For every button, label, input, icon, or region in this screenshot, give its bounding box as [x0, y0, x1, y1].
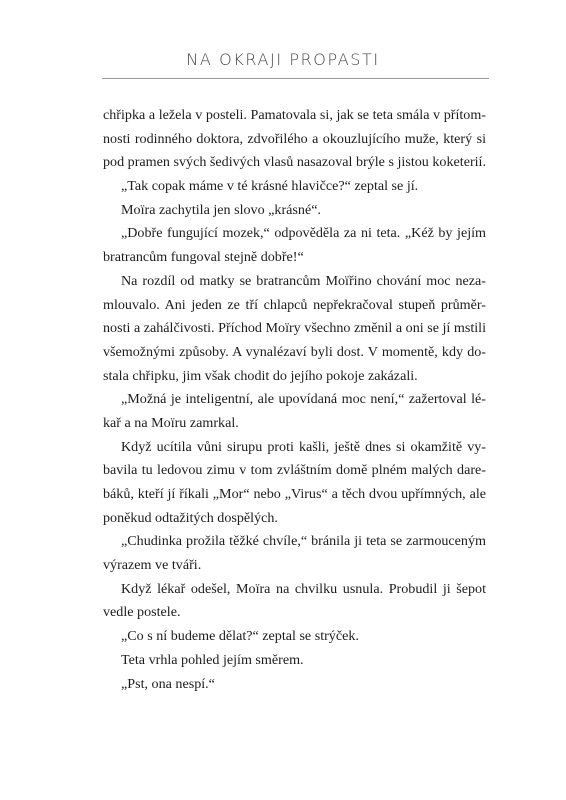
text-line: nosti a zahálčivosti. Příchod Moïry všechno změnil a oni se jí mstili	[103, 320, 486, 337]
text-line: všemožnými způsoby. A vynalézaví byli dost. V momentě, kdy do-	[103, 343, 486, 360]
text-line: bratrancům fungoval stejně dobře!“	[103, 249, 304, 266]
text-line: bavila tu ledovou zimu v tom zvláštním domě plném malých dare-	[103, 462, 486, 479]
text-line: Moïra zachytila jen slovo „krásné“.	[121, 201, 321, 218]
running-head: NA OKRAJI PROPASTI	[186, 50, 380, 69]
text-line: báků, kteří jí říkali „Mor“ nebo „Virus“ a těch dvou upřímných, ale	[103, 486, 486, 502]
text-line: mlouvalo. Ani jeden ze tří chlapců nepřekračoval stupeň průměr-	[103, 296, 486, 313]
text-line: „Chudinka prožila těžké chvíle,“ bránila ji teta se zarmouceným	[121, 533, 486, 550]
text-line: Když lékař odešel, Moïra na chvilku usnula. Probudil ji šepot	[121, 580, 486, 597]
header-rule	[102, 78, 489, 79]
text-line: Na rozdíl od matky se bratrancům Moïřino chování moc neza-	[121, 272, 486, 289]
text-line: vedle postele.	[103, 604, 181, 621]
text-line: chřipka a ležela v posteli. Pamatovala si, jak se teta smála v přítom-	[103, 107, 486, 123]
text-line: „Pst, ona nespí.“	[121, 675, 215, 692]
text-line: Když ucítila vůni sirupu proti kašli, ještě dnes si okamžitě vy-	[121, 438, 486, 455]
text-line: Teta vrhla pohled jejím směrem.	[121, 651, 304, 668]
text-line: kař a na Moïru zamrkal.	[103, 414, 239, 431]
text-line: stala chřipku, jim však chodit do jejího pokoje zakázali.	[103, 367, 418, 384]
text-line: „Co s ní budeme dělat?“ zeptal se strýček.	[121, 628, 359, 645]
text-line: výrazem ve tváři.	[103, 557, 202, 574]
text-line: „Možná je inteligentní, ale upovídaná moc není,“ zažertoval lé-	[121, 391, 486, 408]
body-text	[103, 104, 486, 696]
text-line: poněkud odtažitých dospělých.	[103, 509, 278, 526]
text-line: „Dobře fungující mozek,“ odpověděla za ni teta. „Kéž by jejím	[121, 225, 486, 242]
text-line: „Tak copak máme v té krásné hlavičce?“ zeptal se jí.	[121, 178, 419, 195]
text-line: pod pramen svých šedivých vlasů nasazoval brýle s jistou koketerií.	[103, 154, 486, 171]
text-line: nosti rodinného doktora, zdvořilého a okouzlujícího muže, který si	[103, 130, 486, 147]
